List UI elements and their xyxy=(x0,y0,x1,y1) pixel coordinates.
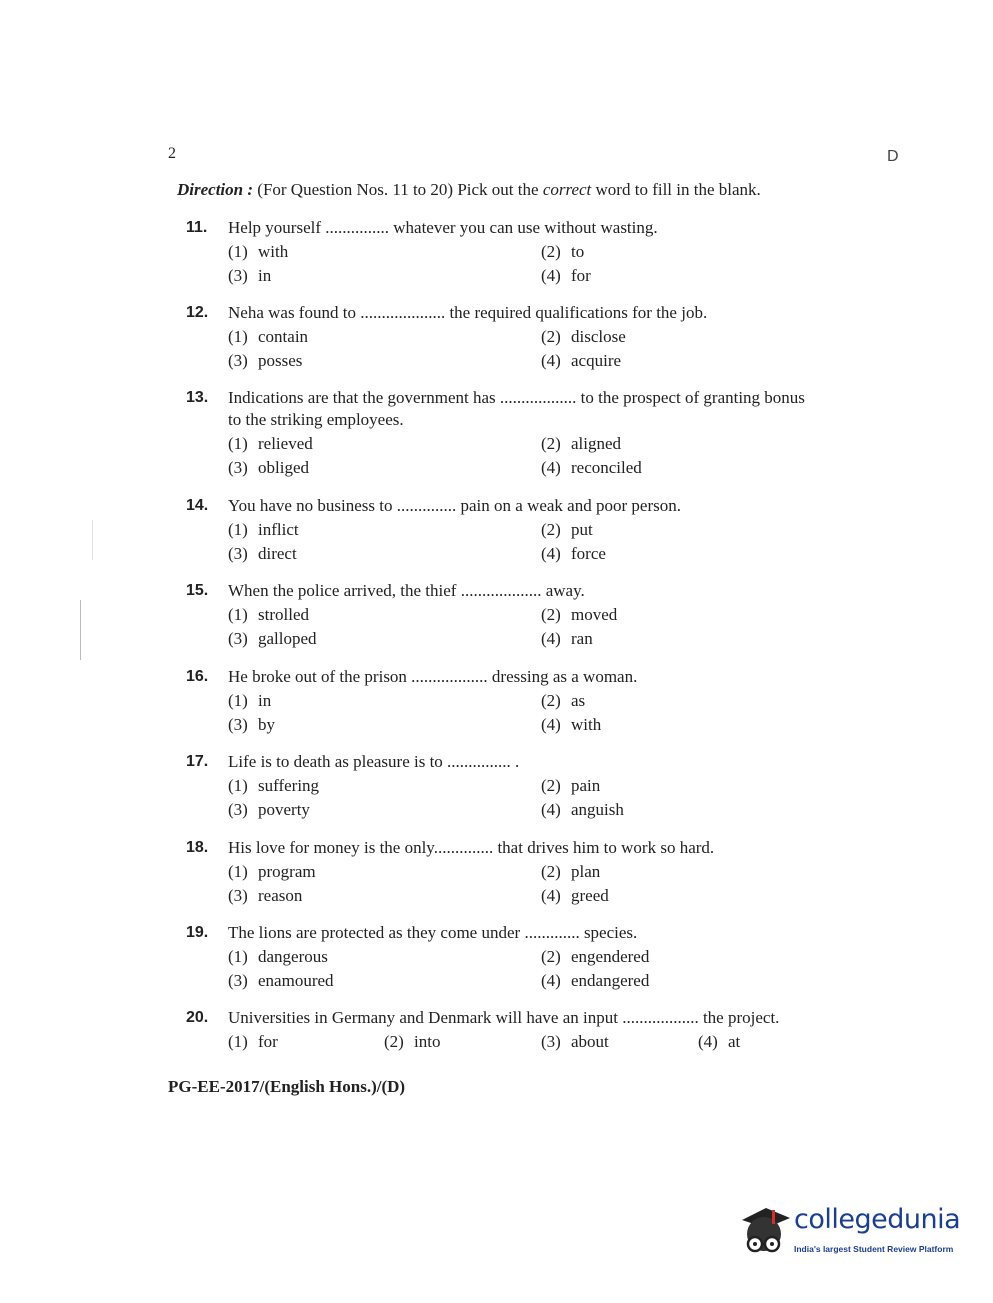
option-text: engendered xyxy=(571,947,650,966)
option-number: (3) xyxy=(228,351,248,370)
option-number: (2) xyxy=(541,691,561,710)
option-text: in xyxy=(258,266,272,285)
question-text: to the striking employees. xyxy=(228,410,404,429)
answer-option[interactable] xyxy=(228,605,309,625)
option-number: (2) xyxy=(541,605,561,624)
option-number: (3) xyxy=(228,800,248,819)
question-number: 16. xyxy=(186,668,209,685)
direction-emphasis: correct xyxy=(542,180,592,199)
option-number: (1) xyxy=(228,605,248,624)
answer-option[interactable] xyxy=(541,715,601,735)
option-text: posses xyxy=(258,351,303,370)
option-text: greed xyxy=(571,886,609,905)
logo-tagline: India's largest Student Review Platform xyxy=(794,1244,954,1254)
option-number: (1) xyxy=(228,862,248,881)
scan-mark xyxy=(92,520,93,560)
answer-option[interactable] xyxy=(541,458,642,478)
option-text: galloped xyxy=(258,629,317,648)
option-text: acquire xyxy=(571,351,622,370)
page-number: 2 xyxy=(168,145,176,162)
answer-option[interactable] xyxy=(541,691,585,711)
answer-option[interactable] xyxy=(228,800,310,820)
question-text: His love for money is the only.............. that drives him to work so hard. xyxy=(228,838,715,857)
option-text: by xyxy=(258,715,275,734)
option-number: (4) xyxy=(541,800,561,819)
answer-option[interactable] xyxy=(541,776,600,796)
option-number: (1) xyxy=(228,776,248,795)
question-number: 11. xyxy=(186,219,208,236)
option-number: (3) xyxy=(541,1032,561,1051)
question-number: 13. xyxy=(186,389,209,406)
answer-option[interactable] xyxy=(228,691,271,711)
option-text: enamoured xyxy=(258,971,334,990)
option-text: disclose xyxy=(571,327,626,346)
option-text: to xyxy=(571,242,585,261)
question-number: 20. xyxy=(186,1009,209,1026)
option-text: pain xyxy=(571,776,601,795)
option-text: into xyxy=(414,1032,441,1051)
answer-option[interactable] xyxy=(541,327,626,347)
set-code: D xyxy=(887,148,899,165)
option-text: about xyxy=(571,1032,609,1051)
answer-option[interactable] xyxy=(384,1032,440,1052)
option-number: (1) xyxy=(228,691,248,710)
option-text: ran xyxy=(571,629,593,648)
option-text: obliged xyxy=(258,458,309,477)
option-text: plan xyxy=(571,862,601,881)
option-text: inflict xyxy=(258,520,299,539)
question-text: Help yourself ............... whatever you can use without wasting. xyxy=(228,218,658,237)
option-text: with xyxy=(258,242,289,261)
question-number: 15. xyxy=(186,582,209,599)
answer-option[interactable] xyxy=(541,1032,609,1052)
option-text: poverty xyxy=(258,800,310,819)
answer-option[interactable] xyxy=(698,1032,740,1052)
option-number: (4) xyxy=(541,351,561,370)
option-number: (4) xyxy=(541,266,561,285)
answer-option[interactable] xyxy=(228,544,297,564)
answer-option[interactable] xyxy=(541,886,609,906)
option-text: relieved xyxy=(258,434,313,453)
option-number: (4) xyxy=(541,715,561,734)
answer-option[interactable] xyxy=(541,520,593,540)
option-number: (4) xyxy=(541,971,561,990)
option-text: reason xyxy=(258,886,303,905)
option-text: put xyxy=(571,520,593,539)
option-number: (3) xyxy=(228,971,248,990)
option-number: (1) xyxy=(228,1032,248,1051)
logo-wordmark: collegedunia xyxy=(794,1204,961,1235)
option-number: (2) xyxy=(541,862,561,881)
question-number: 17. xyxy=(186,753,209,770)
answer-option[interactable] xyxy=(541,351,621,371)
option-number: (1) xyxy=(228,947,248,966)
option-number: (1) xyxy=(228,242,248,261)
option-text: moved xyxy=(571,605,618,624)
option-text: at xyxy=(728,1032,741,1051)
direction-post: word to fill in the blank. xyxy=(591,180,761,199)
option-number: (2) xyxy=(541,776,561,795)
option-text: for xyxy=(571,266,591,285)
answer-option[interactable] xyxy=(228,971,334,991)
direction-text xyxy=(177,180,761,200)
answer-option[interactable] xyxy=(228,862,316,882)
answer-option[interactable] xyxy=(541,862,600,882)
footer-code: PG-EE-2017/(English Hons.)/(D) xyxy=(168,1077,406,1096)
option-number: (2) xyxy=(384,1032,404,1051)
answer-option[interactable] xyxy=(228,434,313,454)
question-text: Indications are that the government has .................. to the prospect of granting bonus xyxy=(228,388,805,407)
option-text: as xyxy=(571,691,586,710)
answer-option[interactable] xyxy=(228,520,299,540)
answer-option[interactable] xyxy=(541,971,649,991)
option-text: suffering xyxy=(258,776,320,795)
question-text: You have no business to .............. pain on a weak and poor person. xyxy=(228,496,681,515)
option-text: force xyxy=(571,544,606,563)
option-number: (2) xyxy=(541,947,561,966)
option-text: program xyxy=(258,862,316,881)
answer-option[interactable] xyxy=(541,605,617,625)
answer-option[interactable] xyxy=(228,947,328,967)
answer-option[interactable] xyxy=(541,629,593,649)
option-number: (2) xyxy=(541,520,561,539)
answer-option[interactable] xyxy=(541,544,606,564)
answer-option[interactable] xyxy=(228,629,317,649)
option-text: contain xyxy=(258,327,309,346)
option-number: (4) xyxy=(541,544,561,563)
answer-option[interactable] xyxy=(228,266,271,286)
answer-option[interactable] xyxy=(228,351,302,371)
question-text: Neha was found to .................... the required qualifications for the job. xyxy=(228,303,708,322)
option-number: (4) xyxy=(541,886,561,905)
scan-mark xyxy=(80,600,81,660)
option-number: (4) xyxy=(541,629,561,648)
question-text: When the police arrived, the thief ................... away. xyxy=(228,581,585,600)
question-text: Life is to death as pleasure is to ............... . xyxy=(228,752,520,771)
option-number: (2) xyxy=(541,242,561,261)
mascot-icon xyxy=(736,1198,792,1268)
option-number: (3) xyxy=(228,266,248,285)
option-number: (3) xyxy=(228,715,248,734)
answer-option[interactable] xyxy=(228,242,288,262)
option-number: (3) xyxy=(228,886,248,905)
option-number: (2) xyxy=(541,327,561,346)
answer-option[interactable] xyxy=(541,434,621,454)
direction-pre: (For Question Nos. 11 to 20) Pick out the xyxy=(253,180,543,199)
answer-option[interactable] xyxy=(228,886,302,906)
option-text: strolled xyxy=(258,605,309,624)
option-number: (3) xyxy=(228,458,248,477)
option-number: (1) xyxy=(228,434,248,453)
option-text: dangerous xyxy=(258,947,328,966)
option-text: endangered xyxy=(571,971,650,990)
option-text: in xyxy=(258,691,272,710)
question-text: He broke out of the prison .................. dressing as a woman. xyxy=(228,667,638,686)
answer-option[interactable] xyxy=(228,715,275,735)
answer-option[interactable] xyxy=(228,1032,278,1052)
option-number: (1) xyxy=(228,520,248,539)
option-text: for xyxy=(258,1032,278,1051)
option-number: (4) xyxy=(698,1032,718,1051)
option-text: reconciled xyxy=(571,458,642,477)
answer-option[interactable] xyxy=(228,776,319,796)
option-number: (4) xyxy=(541,458,561,477)
question-number: 18. xyxy=(186,839,209,856)
option-text: anguish xyxy=(571,800,624,819)
option-number: (3) xyxy=(228,629,248,648)
answer-option[interactable] xyxy=(541,242,584,262)
answer-option[interactable] xyxy=(228,458,309,478)
answer-option[interactable] xyxy=(228,327,308,347)
answer-option[interactable] xyxy=(541,800,624,820)
question-number: 14. xyxy=(186,497,209,514)
direction-lead: Direction : xyxy=(177,180,254,199)
question-text: The lions are protected as they come under ............. species. xyxy=(228,923,638,942)
option-number: (2) xyxy=(541,434,561,453)
option-text: direct xyxy=(258,544,297,563)
answer-option[interactable] xyxy=(541,947,649,967)
question-number: 12. xyxy=(186,304,209,321)
option-text: aligned xyxy=(571,434,622,453)
collegedunia-logo xyxy=(736,1198,966,1268)
question-text: Universities in Germany and Denmark will have an input .................. the project. xyxy=(228,1008,780,1027)
answer-option[interactable] xyxy=(541,266,591,286)
option-text: with xyxy=(571,715,602,734)
option-number: (3) xyxy=(228,544,248,563)
option-number: (1) xyxy=(228,327,248,346)
question-number: 19. xyxy=(186,924,209,941)
